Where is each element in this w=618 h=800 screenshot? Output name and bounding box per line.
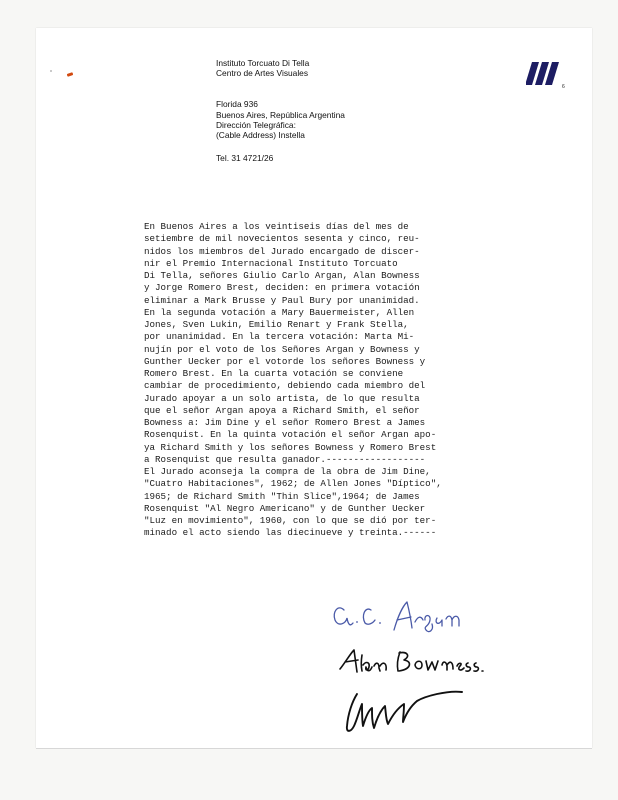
text-line: Di Tella, señores Giulio Carlo Argan, Alan Bowness: [144, 270, 420, 281]
signature-third: [340, 686, 470, 736]
signature-bowness: [336, 645, 486, 681]
text-line: El Jurado aconseja la compra de la obra de Jim Dine,: [144, 466, 431, 477]
text-line: minado el acto siendo las diecinueve y treinta.------: [144, 527, 437, 539]
text-line: cambiar de procedimiento, debiendo cada miembro del: [144, 380, 426, 392]
text-line: Romero Brest. En la cuarta votación se conviene: [144, 368, 404, 379]
text-line: nir el Premio Internacional Instituto Torcuato: [144, 257, 398, 269]
text-line: a Rosenquist que resulta ganador.------------------: [144, 453, 426, 465]
signature-argan: [330, 590, 470, 642]
cable-address: (Cable Address) Instella: [216, 130, 305, 141]
text-line: Rosenquist "Al Negro Americano" y de Gunther Uecker: [144, 502, 426, 514]
text-line: que el señor Argan apoya a Richard Smith, el señor: [144, 404, 420, 416]
text-line: Rosenquist. En la quinta votación el señor Argan apo-: [144, 429, 437, 441]
center-name: Centro de Artes Visuales: [216, 68, 309, 79]
logo-mark-text: 6: [562, 84, 565, 90]
text-line: "Luz en movimiento", 1960, con lo que se dió por ter-: [144, 515, 437, 526]
telegraph-label: Dirección Telegráfica:: [216, 119, 296, 130]
text-line: ya Richard Smith y los señores Bowness y Romero Brest: [144, 441, 437, 453]
city: Buenos Aires, República Argentina: [216, 109, 345, 120]
text-line: setiembre de mil novecientos sesenta y cinco, reu-: [144, 233, 420, 245]
text-line: eliminar a Mark Brusse y Paul Bury por unanimidad.: [144, 294, 420, 306]
text-line: En Buenos Aires a los veintiseis días del mes de: [144, 221, 409, 232]
institute-logo: [526, 58, 570, 90]
text-line: Bowness a: Jim Dine y el señor Romero Brest a James: [144, 417, 426, 428]
letterhead: [216, 58, 476, 163]
paper-mark: [50, 70, 52, 72]
institution-name: Instituto Torcuato Di Tella: [216, 58, 310, 68]
phone-number: Tel. 31 4721/26: [216, 153, 274, 164]
text-line: "Cuatro Habitaciones", 1962; de Allen Jones "Díptico",: [144, 478, 442, 490]
text-line: En la segunda votación a Mary Bauermeister, Allen: [144, 306, 415, 318]
text-line: nujín por el voto de los Señores Argan y Bowness y: [144, 343, 420, 355]
text-line: nidos los miembros del Jurado encargado de discer-: [144, 245, 420, 257]
text-line: 1965; de Richard Smith "Thin Slice",1964; de James: [144, 490, 420, 502]
text-line: Jurado apoyar a un solo artista, de lo que resulta: [144, 392, 420, 404]
page-edge: [36, 748, 592, 749]
text-line: Jones, Sven Lukin, Emilio Renart y Frank Stella,: [144, 319, 409, 330]
text-line: Gunther Uecker por el votorde los señores Bowness y: [144, 355, 426, 367]
jury-minutes-text: [144, 221, 504, 540]
street-address: Florida 936: [216, 99, 258, 110]
text-line: por unanimidad. En la tercera votación: Marta Mi-: [144, 331, 415, 343]
text-line: y Jorge Romero Brest, deciden: en primera votación: [144, 282, 420, 294]
